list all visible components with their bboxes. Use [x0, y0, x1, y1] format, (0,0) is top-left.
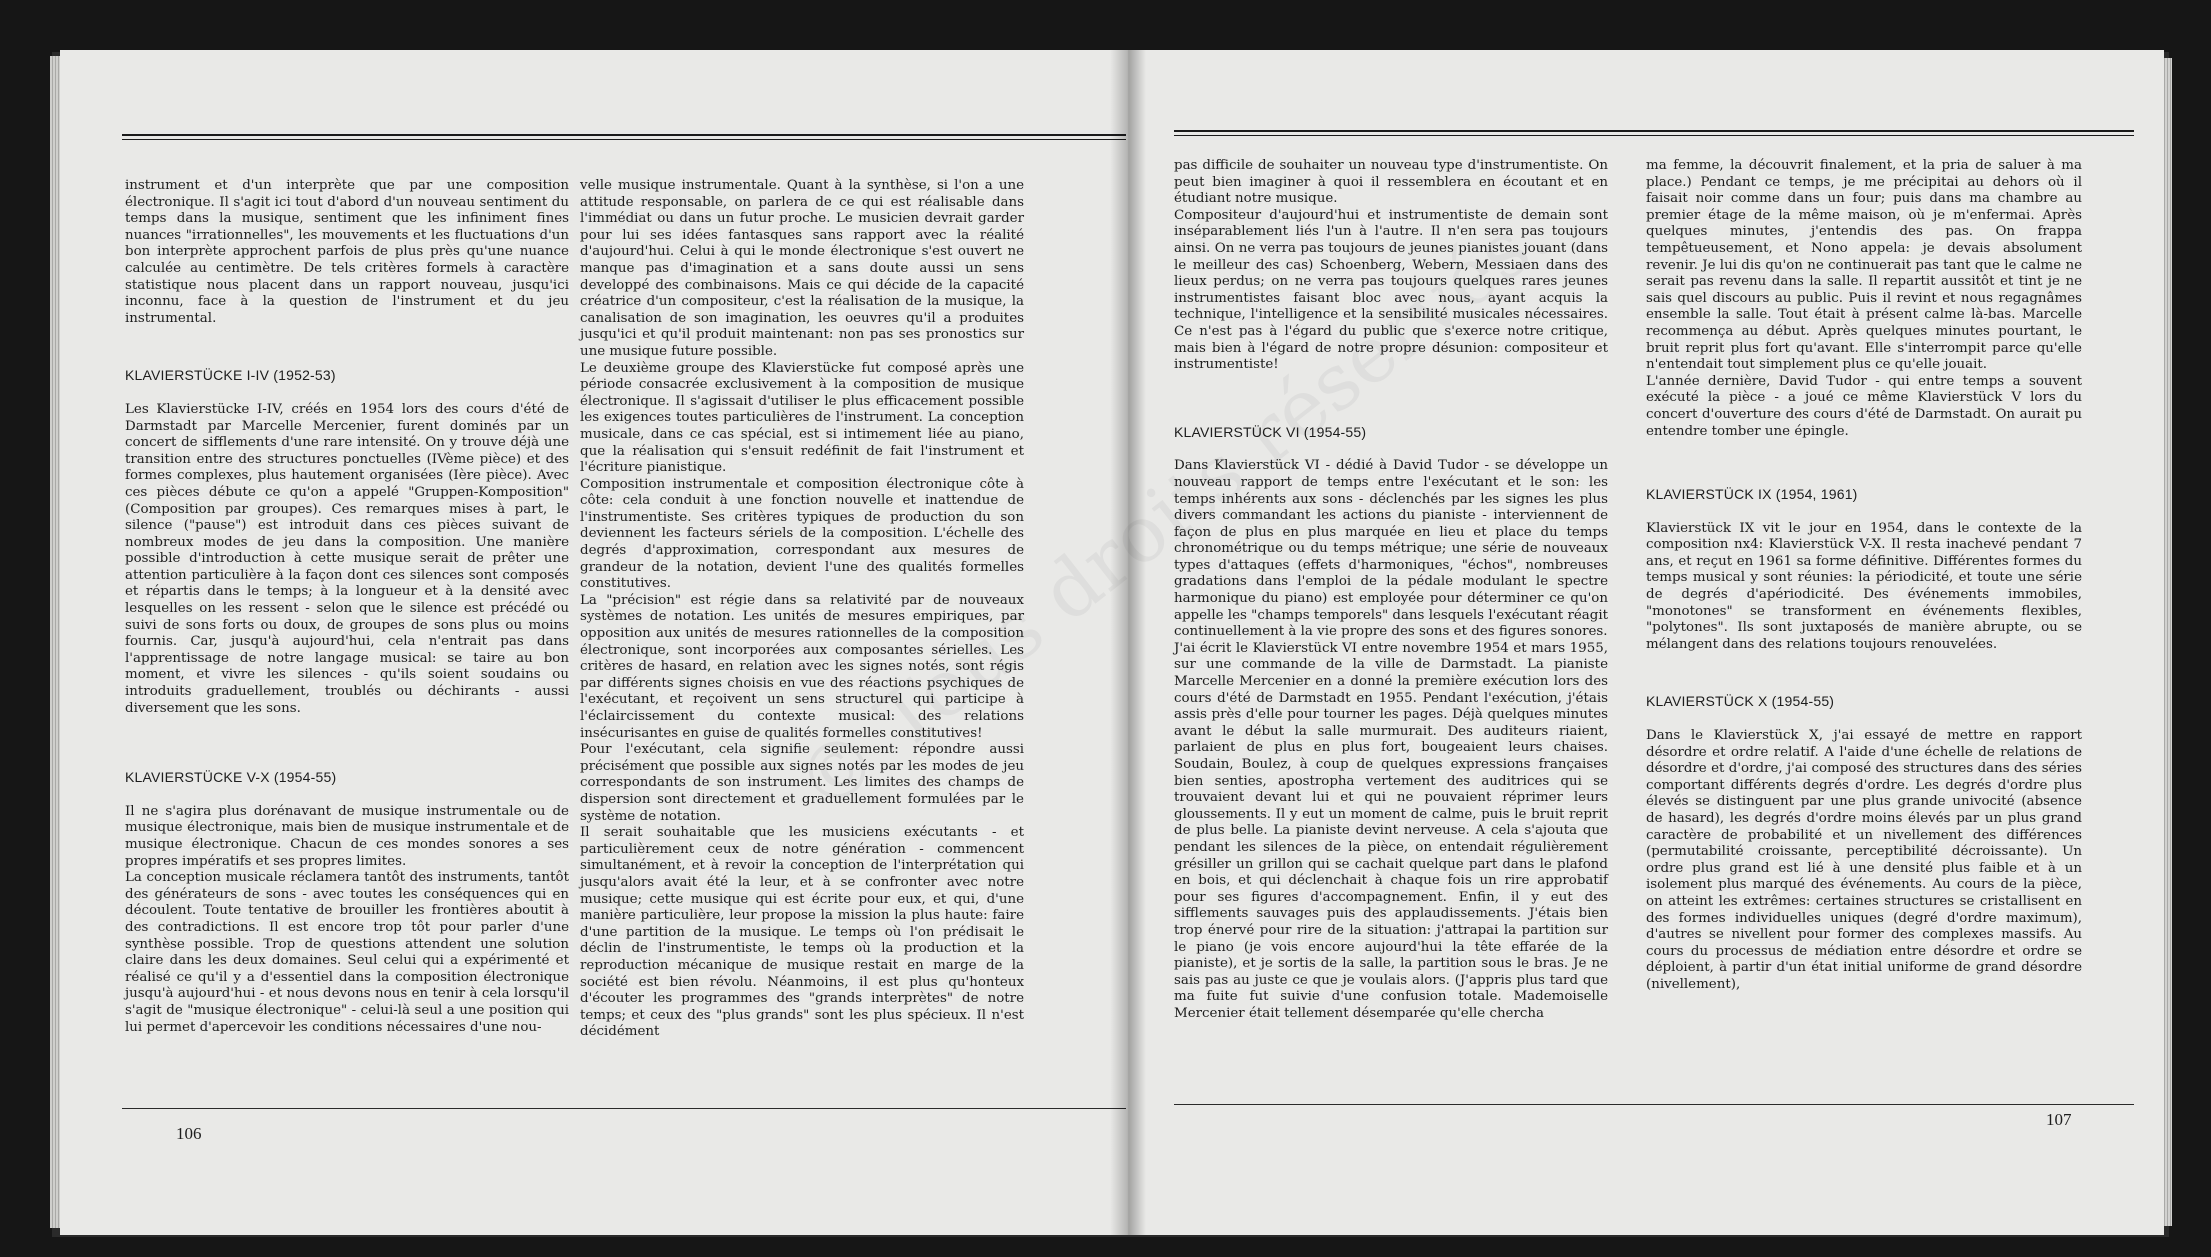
section-heading: KLAVIERSTÜCK VI (1954-55) [1174, 423, 1367, 440]
section-heading: KLAVIERSTÜCK IX (1954, 1961) [1646, 486, 1858, 503]
left-top-rule [122, 134, 1130, 136]
paragraph: Composition instrumentale et composition électronique côte à côte: cela conduit à une fonction nouvelle et inattendue de l'instrumentiste. Ses critères typiques de production du son deviennent les facteurs sériels de la composition. L'échelle des degrés d'approximation, correspondant aux mesures de grandeur de la notation, devient l'une des qualités formelles constitutives. [580, 476, 1024, 592]
paragraph: Dans Klavierstück VI - dédié à David Tudor - se développe un nouveau rapport de temps entre l'exécutant et le son: les temps inhérents aux sons - déclenchés par les signes les plus divers commandant les actions du pianiste - interviennent de façon de plus en plus marquée en lieu et place du temps chronométrique ou du temps métrique; une série de nouveaux types d'attaques (effets d'harmoniques, "échos", nombreuses gradations dans l'emploi de la pédale modulant le spectre harmonique du piano) est employée pour déterminer ce qu'on appelle les "champs temporels" dans lesquels l'exécutant réagit continuellement à la vie propre des sons et des figures sonores. [1174, 458, 1608, 640]
right-top-rule [1174, 130, 2134, 132]
paragraph: Dans le Klavierstück X, j'ai essayé de mettre en rapport désordre et ordre relatif. A l'aide d'une échelle de relations de désordre et d'ordre, j'ai composé des structures dans des séries comportant différents degrés d'ordre. Les degrés d'ordre plus élevés se distinguent par une plus grande univocité (absence de hasard), les degrés d'ordre moins élevés par un plus grand caractère de probabilité et un nivellement des différences (permutabilité croissante, perceptibilité décroissante). Un ordre plus grand est lié à une densité plus faible et à un isolement plus marqué des événements. Au cours de la pièce, on atteint les extrêmes: certaines structures se cristallisent en des formes individuelles uniques (degré d'ordre maximum), d'autres se nivellent pour former des complexes massifs. Au cours du processus de médiation entre désordre et ordre se déploient, à partir d'un état initial uniforme de grand désordre (nivellement), [1646, 728, 2082, 992]
section-heading: KLAVIERSTÜCK X (1954-55) [1646, 693, 1835, 710]
page-number-right: 107 [2046, 1110, 2072, 1129]
paragraph: Compositeur d'aujourd'hui et instrumentiste de demain sont inséparablement liés l'un à l'autre. Il n'en sera pas toujours ainsi. On ne verra pas toujours de jeunes pianistes jouant (dans le meilleur des cas) Schoenberg, Webern, Messiaen dans des lieux perdus; on ne verra pas toujours quelques rares jeunes instrumentistes faisant bloc avec nous, ayant acquis la technique, l'intelligence et la sensibilité musicales nécessaires. Ce n'est pas à l'égard du public que s'exerce notre critique, mais bien à l'égard de notre propre désunion: compositeur et instrumentiste! [1174, 207, 1608, 373]
left-column-2 [580, 178, 1024, 1041]
paragraph: Le deuxième groupe des Klavierstücke fut composé après une période consacrée exclusivement à la composition de musique électronique. Il s'agissait d'utiliser le plus efficacement possible les exigences toutes particulières de l'instrument. La conception musicale, dans ce cas spécial, est si intimement liée au piano, que la réalisation qui s'ensuit redéfinit de fait l'instrument et l'écriture pianistique. [580, 360, 1024, 476]
left-column-1 [125, 178, 569, 1036]
section-heading: KLAVIERSTÜCKE I-IV (1952-53) [125, 367, 336, 384]
paragraph: Il serait souhaitable que les musiciens exécutants - et particulièrement ceux de notre génération - commencent simultanément, et à revoir la conception de l'interprétation qui jusqu'alors avait été la leur, et à se confronter avec notre musique; cette musique qui est écrite pour eux, et qui, d'une manière particulière, leur propose la mission la plus haute: faire d'une partition de la musique. Le temps où l'on prédisait le déclin de l'instrumentiste, le temps où la production et la reproduction mécanique de musique restait en marge de la société est bien révolu. Néanmoins, il est plus qu'honteux d'écouter les programmes des "grands interprètes" de notre temps; et ceux des "plus grands" sont les plus spécieux. Il n'est décidément [580, 825, 1024, 1040]
book-gutter [1110, 50, 1146, 1235]
paragraph: Il ne s'agira plus dorénavant de musique instrumentale ou de musique électronique, mais bien de musique instrumentale et de musique électronique. Chacun de ces mondes sonores a ses propres impératifs et ses propres limites. [125, 803, 569, 869]
paragraph: Pour l'exécutant, cela signifie seulement: répondre aussi précisément que possible aux signes notés par les modes de jeu correspondants de son instrument. Les limites des champs de dispersion sont directement et graduellement formulées par le système de notation. [580, 742, 1024, 824]
paragraph: J'ai écrit le Klavierstück VI entre novembre 1954 et mars 1955, sur une commande de la ville de Darmstadt. La pianiste Marcelle Mercenier en a donné la première exécution lors des cours d'été de Darmstadt en 1955. Pendant l'exécution, j'étais assis près d'elle pour tourner les pages. Déjà quelques minutes avant le début la salle murmurait. Des auditeurs riaient, parlaient de plus en plus fort, bougeaient leurs chaises. Soudain, Boulez, à coup de quelques expressions françaises bien senties, apostropha vertement des auditrices qui se trouvaient devant lui et qui ne pouvaient réprimer leurs gloussements. Il y eut un moment de calme, puis le bruit reprit de plus belle. La pianiste devint nerveuse. A cela s'ajouta que pendant les silences de la pièce, on entendait régulièrement grésiller un grillon qui se cachait quelque part dans le plafond en bois, et qui déclenchait à chaque fois un rire approbatif pour ses figures d'accompagnement. Enfin, il y eut des sifflements sauvages puis des applaudissements. J'étais bien trop énervé pour rire de la situation: j'attrapai la partition sur le piano (je vois encore aujourd'hui la tête effarée de la pianiste), et je sortis de la salle, la partition sous le bras. Je ne sais pas au juste ce que je voulais alors. (J'appris plus tard que ma fuite fut suivie d'une confusion totale. Mademoiselle Mercenier était tellement désemparée qu'elle chercha [1174, 640, 1608, 1021]
paragraph: ma femme, la découvrit finalement, et la pria de saluer à ma place.) Pendant ce temps, je me précipitai au dehors où il faisait noir comme dans un four; puis dans ma chambre au premier étage de la même maison, où je m'enfermai. Après quelques minutes, j'entendis des pas. On frappa tempêtueusement, et Nono appela: je devais absolument revenir. Je lui dis qu'on ne continuerait pas tant que le calme ne serait pas revenu dans la salle. Il repartit aussitôt et tint je ne sais quel discours au public. Puis il revint et nous regagnâmes ensemble la salle. Tout était à présent calme là-bas. Marcelle recommença au début. Après quelques minutes pourtant, le bruit reprit plus fort qu'avant. Elle s'interrompit parce qu'elle n'entendait tout simplement plus ce qu'elle jouait. [1646, 158, 2082, 373]
paragraph: pas difficile de souhaiter un nouveau type d'instrumentiste. On peut bien imaginer à quoi il ressemblera en écoutant et en étudiant notre musique. [1174, 158, 1608, 207]
left-bottom-rule [122, 1108, 1130, 1109]
right-bottom-rule [1174, 1104, 2134, 1105]
right-page [1126, 50, 2164, 1235]
paragraph: La conception musicale réclamera tantôt des instruments, tantôt des générateurs de sons - avec toutes les conséquences qui en découlent. Toute tentative de brouiller les frontières aboutit à des contradictions. Il est encore trop tôt pour parler d'une synthèse possible. Trop de questions attendent une solution claire dans les deux domaines. Seul celui qui a expérimenté et réalisé ce qu'il y a d'essentiel dans la composition électronique jusqu'à aujourd'hui - et nous devons nous en tenir à cela lorsqu'il s'agit de "musique électronique" - celui-là seul a une position qui lui permet d'apercevoir les conditions nécessaires d'une nou- [125, 870, 569, 1035]
paragraph: L'année dernière, David Tudor - qui entre temps a souvent exécuté la pièce - a joué ce même Klavierstück V lors du concert d'ouverture des cours d'été de Darmstadt. On aurait pu entendre tomber une épingle. [1646, 373, 2082, 439]
right-column-2 [1646, 158, 2082, 994]
paragraph: instrument et d'un interprète que par une composition électronique. Il s'agit ici tout d'abord d'un nouveau sentiment du temps dans la musique, sentiment que les infiniment fines nuances "irrationnelles", les mouvements et les fluctuations d'un bon interprète approchent parfois de plus près qu'une nuance calculée au centimètre. De tels critères formels à caractère statistique nous placent dans un rapport nouveau, jusqu'ici inconnu, face à la question de l'instrument et du jeu instrumental. [125, 178, 569, 326]
paragraph: La "précision" est régie dans sa relativité par de nouveaux systèmes de notation. Les unités de mesures empiriques, par opposition aux unités de mesures rationnelles de la composition électronique, sont incorporées aux composantes sérielles. Les critères de hasard, en relation avec les signes notés, sont régis par différents signes choisis en vue des réactions psychiques de l'exécutant, et reçoivent un sens structurel qui participe à l'éclaircissement du contexte musical: des relations insécurisantes en guise de qualités formelles constitutives! [580, 592, 1024, 741]
page-number-left: 106 [176, 1124, 202, 1143]
paragraph: Les Klavierstücke I-IV, créés en 1954 lors des cours d'été de Darmstadt par Marcelle Mercenier, furent dominés par un concert de sifflements d'une rare intensité. On y trouve déjà une transition entre des structures ponctuelles (IVème pièce) et des formes complexes, plus hautement organisées (Ière pièce). Avec ces pièces débute ce qu'on a appelé "Gruppen-Komposition" (Composition par groupes). Ces remarques mises à part, le silence ("pause") est introduit dans ces pièces suivant de nombreux modes de jeu dans la composition. Une manière possible d'introduction à cette musique serait de prêter une attention particulière à la façon dont ces silences sont composés et répartis dans le temps; à la longueur et à la densité avec lesquelles on les ressent - selon que le silence est précédé ou suivi de sons forts ou doux, de groupes de sons plus ou moins fournis. Car, jusqu'à aujourd'hui, cela n'entrait pas dans l'apprentissage de notre langage musical: se taire au bon moment, et vivre les silences - qu'ils soient soudains ou introduits graduellement, troublés ou déchirants - aussi diversement que les sons. [125, 401, 569, 716]
section-heading: KLAVIERSTÜCKE V-X (1954-55) [125, 769, 337, 786]
paragraph: velle musique instrumentale. Quant à la synthèse, si l'on a une attitude responsable, on parlera de ce qui est réalisable dans l'immédiat ou dans un futur proche. Le musicien devrait garder pour lui ses idées fantasques sans rapport avec la réalité d'aujourd'hui. Celui à qui le monde électronique s'est ouvert ne manque pas d'imagination et a sans doute aussi un sens developpé des combinaisons. Mais ce qui décide de la capacité créatrice d'un compositeur, c'est la réalisation de la musique, la canalisation de son imagination, les oeuvres qu'il a produites jusqu'ici et qu'il produit maintenant: non pas ses pronostics sur une musique future possible. [580, 178, 1024, 359]
paragraph: Klavierstück IX vit le jour en 1954, dans le contexte de la composition nx4: Klavierstück V-X. Il resta inachevé pendant 7 ans, et reçut en 1961 sa forme définitive. Différentes formes du temps musical y sont réunies: la périodicité, et toute une série de degrés d'apériodicité. Des événements immobiles, "monotones" se transforment en événements flexibles, "polytones". Ils sont juxtaposés de manière abrupte, ou se mélangent dans des relations toujours renouvelées. [1646, 520, 2082, 652]
